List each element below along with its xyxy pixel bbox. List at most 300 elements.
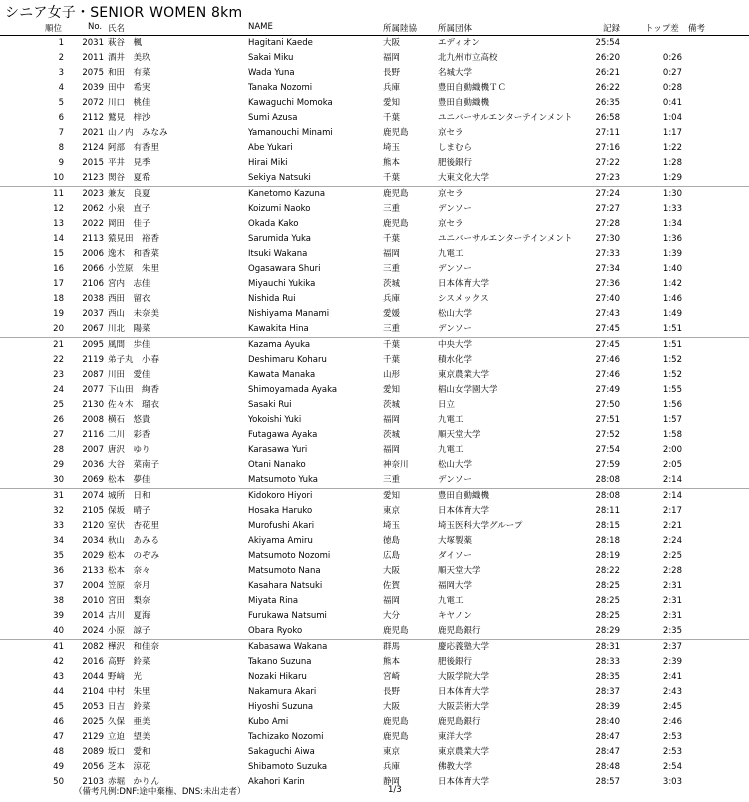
cell-ename: Miyauchi Yukika <box>248 279 316 289</box>
cell-ename: Matsumoto Nozomi <box>248 551 331 561</box>
cell-team: 松山大学 <box>438 309 473 319</box>
cell-team: 大塚製薬 <box>438 536 473 546</box>
cell-time: 27:16 <box>595 143 620 153</box>
cell-pref: 鹿児島 <box>383 128 409 138</box>
cell-jname: 二川 彩香 <box>108 430 151 440</box>
cell-rank: 18 <box>53 294 64 304</box>
cell-time: 28:19 <box>595 551 620 561</box>
cell-pref: 愛知 <box>383 98 401 108</box>
cell-pref: 千葉 <box>383 340 401 350</box>
cell-time: 27:46 <box>595 370 620 380</box>
cell-rank: 16 <box>53 264 64 274</box>
cell-jname: 古川 夏海 <box>108 611 151 621</box>
cell-ename: Karasawa Yuri <box>248 445 308 455</box>
cell-ename: Tachizako Nozomi <box>248 732 324 742</box>
cell-no: 2022 <box>82 219 104 229</box>
cell-gap: 2:54 <box>662 762 682 772</box>
cell-rank: 37 <box>53 581 64 591</box>
cell-ename: Nishida Rui <box>248 294 296 304</box>
table-header <box>0 22 749 36</box>
cell-pref: 三重 <box>383 475 401 485</box>
cell-rank: 23 <box>53 370 64 380</box>
cell-rank: 7 <box>58 128 64 138</box>
cell-gap: 2:53 <box>662 732 682 742</box>
cell-pref: 愛知 <box>383 385 401 395</box>
cell-team: 積水化学 <box>438 355 473 365</box>
table-row <box>0 277 749 292</box>
cell-gap: 1:52 <box>662 370 682 380</box>
cell-pref: 福岡 <box>383 249 401 259</box>
cell-pref: 茨城 <box>383 279 401 289</box>
cell-rank: 17 <box>53 279 64 289</box>
cell-time: 27:23 <box>595 173 620 183</box>
cell-ename: Wada Yuna <box>248 68 295 78</box>
cell-gap: 1:34 <box>662 219 682 229</box>
header-rank: 順位 <box>45 24 63 34</box>
cell-jname: 平井 見季 <box>108 158 151 168</box>
cell-gap: 2:17 <box>662 506 682 516</box>
cell-pref: 東京 <box>383 506 401 516</box>
cell-no: 2120 <box>82 521 104 531</box>
cell-pref: 三重 <box>383 264 401 274</box>
cell-pref: 広島 <box>383 551 401 561</box>
cell-no: 2103 <box>82 777 104 787</box>
cell-ename: Kawakita Hina <box>248 324 309 334</box>
cell-team: 順天堂大学 <box>438 430 481 440</box>
cell-team: 大阪学院大学 <box>438 672 490 682</box>
cell-gap: 1:28 <box>662 158 682 168</box>
cell-time: 27:30 <box>595 234 620 244</box>
cell-gap: 1:57 <box>662 415 682 425</box>
cell-jname: 佐々木 瑠衣 <box>108 400 160 410</box>
cell-no: 2075 <box>82 68 104 78</box>
table-row <box>0 413 749 428</box>
cell-gap: 2:24 <box>662 536 682 546</box>
cell-rank: 47 <box>53 732 64 742</box>
cell-rank: 33 <box>53 521 64 531</box>
cell-no: 2067 <box>82 324 104 334</box>
cell-jname: 坂口 愛和 <box>108 747 151 757</box>
cell-team: キヤノン <box>438 611 472 621</box>
cell-jname: 小泉 直子 <box>108 204 151 214</box>
cell-time: 27:22 <box>595 158 620 168</box>
cell-gap: 2:21 <box>662 521 682 531</box>
cell-time: 28:47 <box>595 747 620 757</box>
cell-no: 2023 <box>82 189 104 199</box>
cell-rank: 45 <box>53 702 64 712</box>
cell-time: 25:54 <box>595 38 620 48</box>
cell-ename: Yamanouchi Minami <box>248 128 333 138</box>
table-row <box>0 489 749 504</box>
cell-team: 日立 <box>438 400 456 410</box>
cell-pref: 千葉 <box>383 355 401 365</box>
cell-pref: 千葉 <box>383 113 401 123</box>
cell-gap: 1:56 <box>662 400 682 410</box>
cell-team: 慶応義塾大学 <box>438 642 490 652</box>
cell-pref: 神奈川 <box>383 460 409 470</box>
cell-jname: 萩谷 楓 <box>108 38 143 48</box>
cell-team: 大東文化大学 <box>438 173 490 183</box>
cell-team: 鹿児島銀行 <box>438 717 481 727</box>
table-row <box>0 534 749 549</box>
cell-rank: 49 <box>53 762 64 772</box>
cell-ename: Tanaka Nozomi <box>248 83 313 93</box>
cell-ename: Kubo Ami <box>248 717 289 727</box>
table-row <box>0 564 749 579</box>
table-row <box>0 292 749 307</box>
header-time: 記録 <box>603 24 621 34</box>
cell-rank: 28 <box>53 445 64 455</box>
cell-team: 京セラ <box>438 128 464 138</box>
cell-jname: 岡田 佳子 <box>108 219 151 229</box>
cell-rank: 50 <box>53 777 64 787</box>
cell-jname: 大谷 菜南子 <box>108 460 160 470</box>
cell-jname: 宮内 志佳 <box>108 279 151 289</box>
cell-time: 27:33 <box>595 249 620 259</box>
cell-time: 27:45 <box>595 324 620 334</box>
cell-rank: 26 <box>53 415 64 425</box>
cell-ename: Matsumoto Nana <box>248 566 321 576</box>
cell-pref: 鹿児島 <box>383 626 409 636</box>
cell-no: 2105 <box>82 506 104 516</box>
cell-jname: 猿見田 裕香 <box>108 234 160 244</box>
cell-no: 2116 <box>82 430 104 440</box>
header-jname: 氏名 <box>108 24 126 34</box>
cell-ename: Deshimaru Koharu <box>248 355 327 365</box>
cell-pref: 佐賀 <box>383 581 401 591</box>
cell-time: 28:57 <box>595 777 620 787</box>
cell-no: 2014 <box>82 611 104 621</box>
cell-jname: 酒井 美玖 <box>108 53 151 63</box>
cell-ename: Furukawa Natsumi <box>248 611 327 621</box>
cell-pref: 大阪 <box>383 38 401 48</box>
cell-pref: 千葉 <box>383 234 401 244</box>
cell-no: 2129 <box>82 732 104 742</box>
cell-ename: Shibamoto Suzuka <box>248 762 328 772</box>
cell-time: 28:25 <box>595 596 620 606</box>
cell-time: 28:25 <box>595 581 620 591</box>
cell-time: 27:24 <box>595 189 620 199</box>
cell-pref: 兵庫 <box>383 762 401 772</box>
cell-gap: 1:51 <box>662 340 682 350</box>
cell-time: 27:51 <box>595 415 620 425</box>
cell-rank: 29 <box>53 460 64 470</box>
cell-team: ダイソー <box>438 551 472 561</box>
cell-jname: 下山田 絢香 <box>108 385 160 395</box>
table-row <box>0 700 749 715</box>
cell-time: 28:39 <box>595 702 620 712</box>
cell-ename: Kanetomo Kazuna <box>248 189 326 199</box>
cell-team: 東京農業大学 <box>438 370 490 380</box>
cell-team: ユニバーサルエンターテインメント <box>438 113 573 123</box>
cell-time: 27:40 <box>595 294 620 304</box>
cell-team: 九電工 <box>438 249 464 259</box>
cell-jname: 西田 留衣 <box>108 294 151 304</box>
table-row <box>0 398 749 413</box>
table-row <box>0 66 749 81</box>
cell-time: 27:36 <box>595 279 620 289</box>
cell-jname: 笠原 奈月 <box>108 581 151 591</box>
cell-pref: 大分 <box>383 611 401 621</box>
cell-gap: 1:33 <box>662 204 682 214</box>
cell-gap: 1:46 <box>662 294 682 304</box>
cell-gap: 0:41 <box>662 98 682 108</box>
cell-no: 2087 <box>82 370 104 380</box>
cell-jname: 松本 奈々 <box>108 566 151 576</box>
cell-no: 2034 <box>82 536 104 546</box>
cell-gap: 2:25 <box>662 551 682 561</box>
table-row <box>0 81 749 96</box>
cell-team: 福岡大学 <box>438 581 473 591</box>
cell-time: 28:35 <box>595 672 620 682</box>
cell-ename: Nakamura Akari <box>248 687 317 697</box>
cell-ename: Hosaka Haruko <box>248 506 313 516</box>
cell-no: 2124 <box>82 143 104 153</box>
cell-time: 28:25 <box>595 611 620 621</box>
cell-pref: 長野 <box>383 68 401 78</box>
cell-jname: 風間 歩佳 <box>108 340 151 350</box>
table-row <box>0 609 749 624</box>
cell-pref: 兵庫 <box>383 83 401 93</box>
cell-time: 27:28 <box>595 219 620 229</box>
cell-team: デンソー <box>438 475 472 485</box>
table-row <box>0 171 749 187</box>
cell-pref: 愛知 <box>383 491 401 501</box>
table-row <box>0 655 749 670</box>
table-row <box>0 458 749 473</box>
cell-jname: 唐沢 ゆり <box>108 445 151 455</box>
cell-ename: Matsumoto Yuka <box>248 475 318 485</box>
cell-time: 27:52 <box>595 430 620 440</box>
table-row <box>0 745 749 760</box>
cell-jname: 宮田 梨奈 <box>108 596 151 606</box>
cell-pref: 宮崎 <box>383 672 401 682</box>
cell-no: 2053 <box>82 702 104 712</box>
table-row <box>0 202 749 217</box>
cell-pref: 福岡 <box>383 415 401 425</box>
cell-team: 埼玉医科大学グループ <box>438 521 523 531</box>
cell-gap: 2:43 <box>662 687 682 697</box>
table-row <box>0 670 749 685</box>
cell-rank: 1 <box>58 38 64 48</box>
table-row <box>0 353 749 368</box>
cell-no: 2072 <box>82 98 104 108</box>
cell-ename: Kasahara Natsuki <box>248 581 323 591</box>
cell-ename: Sumi Azusa <box>248 113 298 123</box>
cell-gap: 1:04 <box>662 113 682 123</box>
cell-no: 2029 <box>82 551 104 561</box>
cell-ename: Okada Kako <box>248 219 299 229</box>
header-gap: トップ差 <box>645 24 679 34</box>
cell-pref: 鹿児島 <box>383 219 409 229</box>
cell-team: 豊田自動織機 <box>438 98 490 108</box>
cell-time: 28:33 <box>595 657 620 667</box>
cell-pref: 茨城 <box>383 430 401 440</box>
table-row <box>0 126 749 141</box>
cell-gap: 2:05 <box>662 460 682 470</box>
cell-rank: 13 <box>53 219 64 229</box>
cell-pref: 愛媛 <box>383 309 401 319</box>
cell-time: 27:34 <box>595 264 620 274</box>
cell-gap: 1:40 <box>662 264 682 274</box>
cell-gap: 2:37 <box>662 642 682 652</box>
cell-time: 27:59 <box>595 460 620 470</box>
table-row <box>0 187 749 202</box>
cell-no: 2095 <box>82 340 104 350</box>
cell-jname: 西山 未奈美 <box>108 309 160 319</box>
cell-rank: 35 <box>53 551 64 561</box>
cell-gap: 0:28 <box>662 83 682 93</box>
cell-ename: Ogasawara Shuri <box>248 264 321 274</box>
cell-pref: 兵庫 <box>383 294 401 304</box>
table-row <box>0 519 749 534</box>
table-row <box>0 579 749 594</box>
table-row <box>0 383 749 398</box>
header-ename: NAME <box>248 22 273 32</box>
cell-rank: 11 <box>53 189 64 199</box>
cell-ename: Kawaguchi Momoka <box>248 98 333 108</box>
cell-jname: 逸木 和香菜 <box>108 249 160 259</box>
cell-jname: 樺沢 和佳奈 <box>108 642 160 652</box>
cell-no: 2133 <box>82 566 104 576</box>
table-row <box>0 322 749 338</box>
table-row <box>0 640 749 655</box>
cell-jname: 中村 朱里 <box>108 687 151 697</box>
table-row <box>0 156 749 171</box>
cell-no: 2021 <box>82 128 104 138</box>
cell-ename: Akiyama Amiru <box>248 536 313 546</box>
cell-team: デンソー <box>438 264 472 274</box>
cell-jname: 川北 陽菜 <box>108 324 151 334</box>
header-pref: 所属陸協 <box>383 24 418 34</box>
cell-time: 27:49 <box>595 385 620 395</box>
cell-pref: 鹿児島 <box>383 717 409 727</box>
cell-pref: 福岡 <box>383 445 401 455</box>
cell-no: 2037 <box>82 309 104 319</box>
cell-rank: 19 <box>53 309 64 319</box>
cell-ename: Hagitani Kaede <box>248 38 313 48</box>
cell-jname: 松本 のぞみ <box>108 551 160 561</box>
cell-rank: 46 <box>53 717 64 727</box>
cell-ename: Nozaki Hikaru <box>248 672 307 682</box>
cell-time: 28:40 <box>595 717 620 727</box>
table-row <box>0 730 749 745</box>
table-row <box>0 624 749 640</box>
cell-rank: 41 <box>53 642 64 652</box>
cell-no: 2104 <box>82 687 104 697</box>
cell-team: 順天堂大学 <box>438 566 481 576</box>
cell-no: 2123 <box>82 173 104 183</box>
cell-gap: 2:53 <box>662 747 682 757</box>
cell-no: 2113 <box>82 234 104 244</box>
cell-no: 2038 <box>82 294 104 304</box>
footer-legend: （備考凡例:DNF:途中棄権、DNS:未出走者） <box>74 787 246 797</box>
cell-team: 中央大学 <box>438 340 473 350</box>
cell-pref: 静岡 <box>383 777 401 787</box>
cell-pref: 大阪 <box>383 566 401 576</box>
cell-gap: 1:22 <box>662 143 682 153</box>
cell-rank: 20 <box>53 324 64 334</box>
cell-ename: Akahori Karin <box>248 777 305 787</box>
cell-jname: 芝本 涼花 <box>108 762 151 772</box>
cell-ename: Takano Suzuna <box>248 657 312 667</box>
cell-jname: 松本 夢佳 <box>108 475 151 485</box>
table-row <box>0 217 749 232</box>
cell-pref: 福岡 <box>383 596 401 606</box>
cell-team: 九電工 <box>438 445 464 455</box>
table-row <box>0 685 749 700</box>
cell-rank: 24 <box>53 385 64 395</box>
cell-jname: 和田 有菜 <box>108 68 151 78</box>
cell-ename: Kidokoro Hiyori <box>248 491 313 501</box>
cell-rank: 15 <box>53 249 64 259</box>
cell-no: 2074 <box>82 491 104 501</box>
cell-time: 27:54 <box>595 445 620 455</box>
cell-gap: 1:29 <box>662 173 682 183</box>
cell-team: 豊田自動織機ＴＣ <box>438 83 507 93</box>
cell-no: 2015 <box>82 158 104 168</box>
cell-jname: 田中 希実 <box>108 83 151 93</box>
cell-ename: Otani Nanako <box>248 460 306 470</box>
cell-no: 2044 <box>82 672 104 682</box>
cell-gap: 1:55 <box>662 385 682 395</box>
cell-jname: 保坂 晴子 <box>108 506 151 516</box>
cell-gap: 2:39 <box>662 657 682 667</box>
cell-gap: 3:03 <box>662 777 682 787</box>
cell-jname: 室伏 杏花里 <box>108 521 160 531</box>
cell-rank: 14 <box>53 234 64 244</box>
cell-team: 九電工 <box>438 415 464 425</box>
cell-ename: Nishiyama Manami <box>248 309 330 319</box>
cell-ename: Hirai Miki <box>248 158 288 168</box>
cell-gap: 1:49 <box>662 309 682 319</box>
cell-pref: 熊本 <box>383 158 401 168</box>
cell-no: 2056 <box>82 762 104 772</box>
table-row <box>0 760 749 775</box>
cell-gap: 2:41 <box>662 672 682 682</box>
cell-time: 28:47 <box>595 732 620 742</box>
cell-time: 28:18 <box>595 536 620 546</box>
cell-team: しまむら <box>438 143 473 153</box>
table-row <box>0 247 749 262</box>
cell-no: 2008 <box>82 415 104 425</box>
cell-no: 2007 <box>82 445 104 455</box>
cell-gap: 1:30 <box>662 189 682 199</box>
cell-ename: Abe Yukari <box>248 143 293 153</box>
table-row <box>0 262 749 277</box>
cell-time: 27:27 <box>595 204 620 214</box>
table-row <box>0 504 749 519</box>
cell-pref: 徳島 <box>383 536 401 546</box>
cell-gap: 2:45 <box>662 702 682 712</box>
cell-ename: Sasaki Rui <box>248 400 292 410</box>
cell-gap: 2:31 <box>662 611 682 621</box>
cell-pref: 福岡 <box>383 53 401 63</box>
cell-no: 2006 <box>82 249 104 259</box>
cell-jname: 関谷 夏希 <box>108 173 151 183</box>
cell-no: 2119 <box>82 355 104 365</box>
cell-jname: 久保 亜美 <box>108 717 151 727</box>
cell-pref: 大阪 <box>383 702 401 712</box>
cell-team: 北九州市立高校 <box>438 53 498 63</box>
table-row <box>0 715 749 730</box>
table-row <box>0 51 749 66</box>
cell-pref: 山形 <box>383 370 401 380</box>
table-row <box>0 141 749 156</box>
cell-no: 2062 <box>82 204 104 214</box>
cell-team: シスメックス <box>438 294 489 304</box>
cell-gap: 2:14 <box>662 491 682 501</box>
